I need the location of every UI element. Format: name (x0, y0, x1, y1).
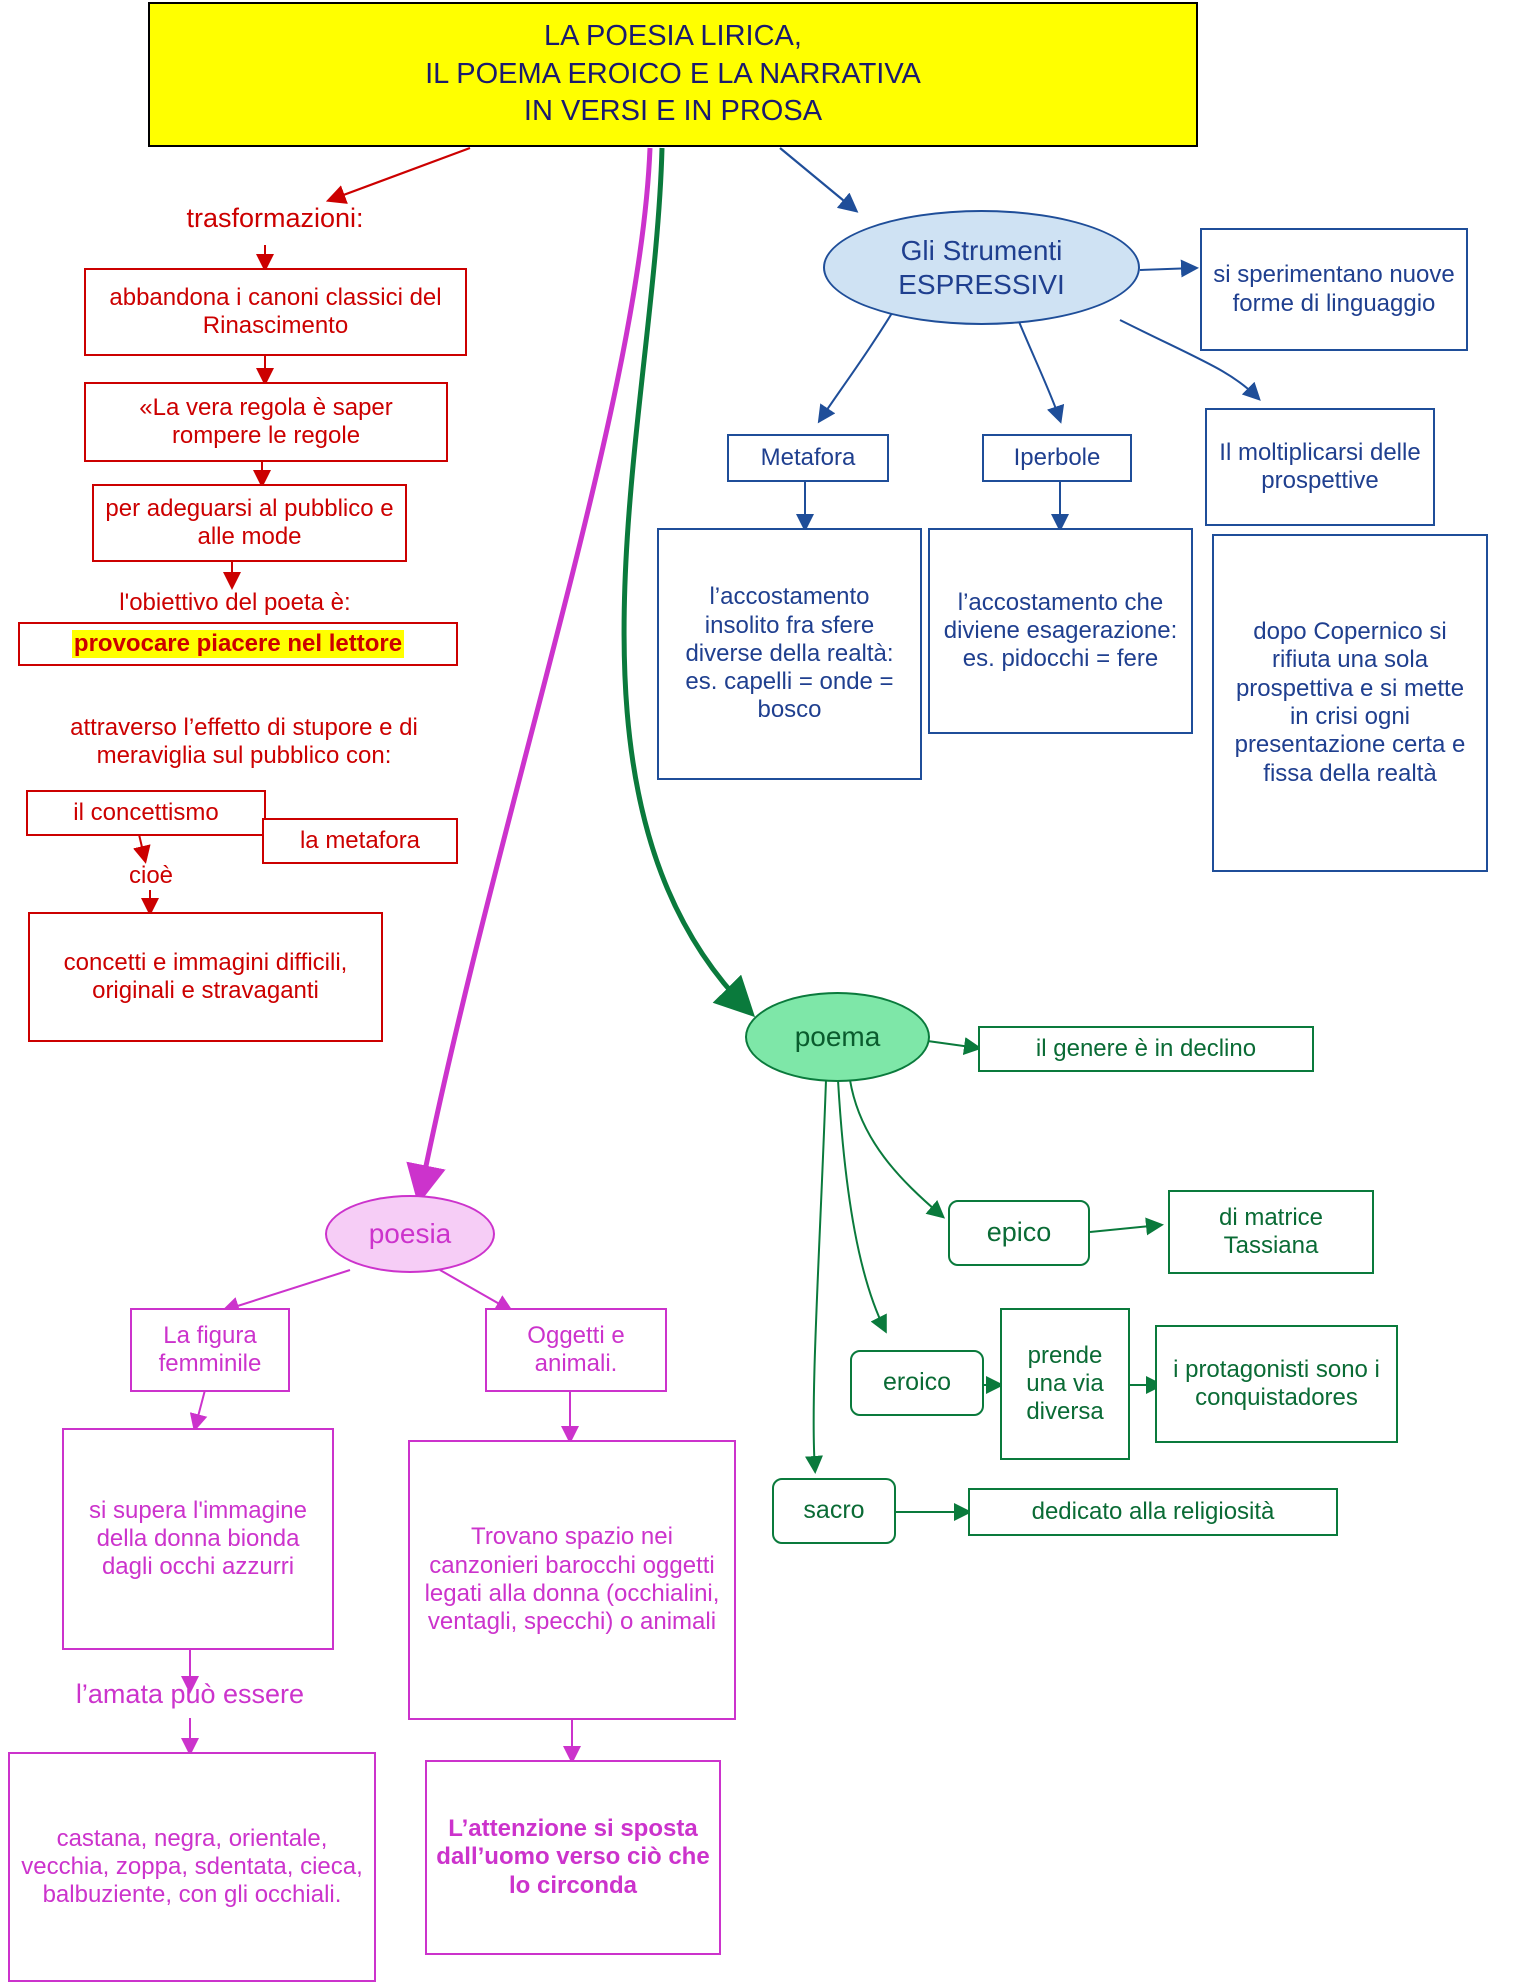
green-node-epico: epico (948, 1200, 1090, 1266)
map-title-line-3: IN VERSI E IN PROSA (523, 95, 823, 128)
red-node-obiettivo: l'obiettivo del poeta è: (119, 588, 351, 616)
green-node-eroico: eroico (850, 1350, 984, 1416)
magenta-node-amata: l’amata può essere (75, 1679, 305, 1710)
blue-node-iperbole-descrizione: l’accostamento che diviene esagerazione: es. pidocchi = fere (928, 528, 1193, 734)
red-node-provocare-highlight (18, 622, 458, 666)
red-node-abbandona: abbandona i canoni classici del Rinascimento (84, 268, 467, 356)
blue-node-metafora-descrizione: l’accostamento insolito fra sfere diverse della realtà: es. capelli = onde = bosco (657, 528, 922, 780)
magenta-node-si-supera: si supera l'immagine della donna bionda dagli occhi azzurri (62, 1428, 334, 1650)
blue-root-strumenti-espressivi: Gli Strumenti ESPRESSIVI (823, 210, 1140, 325)
map-title-line-1: LA POESIA LIRICA, (544, 19, 802, 52)
map-title-line-2: IL POEMA EROICO E LA NARRATIVA (425, 57, 921, 90)
red-node-adeguarsi: per adeguarsi al pubblico e alle mode (92, 484, 407, 562)
blue-node-nuove-forme: si sperimentano nuove forme di linguaggio (1200, 228, 1468, 351)
magenta-node-oggetti-animali: Oggetti e animali. (485, 1308, 667, 1392)
red-node-provocare-text: provocare piacere nel lettore (73, 629, 403, 657)
green-node-prende-via-diversa: prende una via diversa (1000, 1308, 1130, 1460)
green-node-protagonisti: i protagonisti sono i conquistadores (1155, 1325, 1398, 1443)
map-title (148, 2, 1198, 147)
magenta-root-poesia: poesia (325, 1195, 495, 1273)
green-node-sacro: sacro (772, 1478, 896, 1544)
blue-node-metafora: Metafora (727, 434, 889, 482)
blue-node-iperbole: Iperbole (982, 434, 1132, 482)
red-node-metafora: la metafora (262, 818, 458, 864)
red-branch-label: trasformazioni: (186, 203, 364, 234)
red-node-concettismo: il concettismo (26, 790, 266, 836)
blue-node-moltiplicarsi: Il moltiplicarsi delle prospettive (1205, 408, 1435, 526)
blue-node-copernico: dopo Copernico si rifiuta una sola prospettiva e si mette in crisi ogni presentazione certa e fissa della realtà (1212, 534, 1488, 872)
red-node-cioe: cioè (128, 861, 174, 889)
magenta-node-attenzione: L’attenzione si sposta dall’uomo verso ciò che lo circonda (425, 1760, 721, 1955)
red-node-concetti: concetti e immagini difficili, originali e stravaganti (28, 912, 383, 1042)
magenta-node-trovano-spazio: Trovano spazio nei canzonieri barocchi oggetti legati alla donna (occhialini, ventagli, specchi) o animali (408, 1440, 736, 1720)
red-node-attraverso: attraverso l’effetto di stupore e di meraviglia sul pubblico con: (70, 713, 418, 769)
red-node-vera-regola: «La vera regola è saper rompere le regole (84, 382, 448, 462)
green-node-declino: il genere è in declino (978, 1026, 1314, 1072)
magenta-node-figura-femminile: La figura femminile (130, 1308, 290, 1392)
green-root-poema: poema (745, 992, 930, 1082)
green-node-sacro-descrizione: dedicato alla religiosità (968, 1488, 1338, 1536)
green-node-epico-descrizione: di matrice Tassiana (1168, 1190, 1374, 1274)
magenta-node-castana: castana, negra, orientale, vecchia, zoppa, sdentata, cieca, balbuziente, con gli occhiali. (8, 1752, 376, 1982)
